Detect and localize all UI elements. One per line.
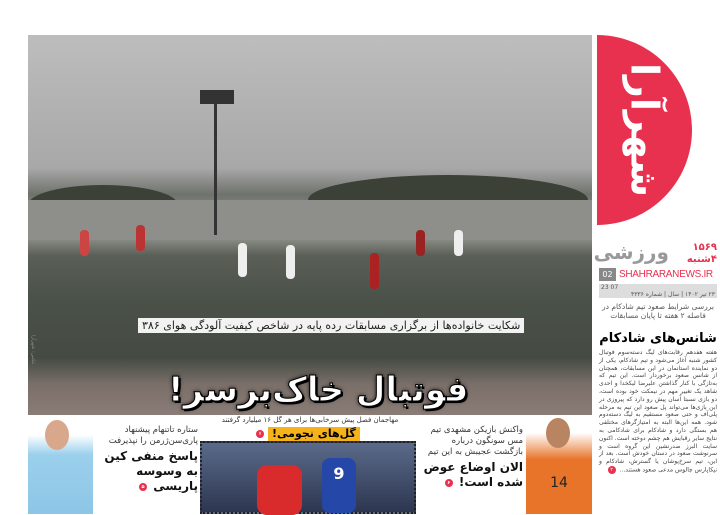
side-body-block xyxy=(599,349,717,474)
left-headline: پاسخ منفی کین به وسوسه پاریسی xyxy=(104,449,198,493)
right-column xyxy=(595,0,720,514)
player xyxy=(136,225,145,251)
main-headline[interactable]: فوتبال خاک‌برسر! xyxy=(168,370,469,410)
date-code: 23 07 xyxy=(601,284,619,291)
face xyxy=(45,420,69,450)
bottom-strip xyxy=(28,415,592,514)
center-photo xyxy=(200,441,416,514)
left-story[interactable] xyxy=(98,425,198,494)
center-headline[interactable]: گل‌های نجومی! xyxy=(268,427,360,441)
player xyxy=(454,230,463,256)
face xyxy=(546,418,570,448)
page-ref-badge: ۶ xyxy=(445,479,453,487)
stadium-stands xyxy=(28,200,592,240)
side-headline[interactable]: شانس‌های شادکام xyxy=(599,331,717,346)
issue-info xyxy=(673,242,717,266)
center-kicker: مهاجمان فصل پیش سرخابی‌ها برای هر گل ۱۶ میلیارد گرفتند xyxy=(221,416,399,424)
jersey-number: 14 xyxy=(550,475,568,491)
weekday: ۴شنبه xyxy=(686,254,717,265)
floodlight xyxy=(214,95,217,235)
player xyxy=(286,245,295,279)
page-number: 02 xyxy=(599,268,616,281)
website[interactable]: SHAHRARANEWS.IR xyxy=(619,269,713,280)
page-ref-badge: ۲ xyxy=(608,466,616,474)
blue-player: 9 xyxy=(322,458,356,513)
player xyxy=(80,230,89,256)
issue-number: ۱۵۶۹ xyxy=(692,242,717,253)
page-ref-badge: ۷ xyxy=(256,430,264,438)
date-bar xyxy=(599,284,717,298)
photo-credit: عکس: شهرآرا xyxy=(30,335,36,365)
side-kicker: بررسی شرایط صعود تیم شادکام در فاصله ۲ هفته تا پایان مسابقات xyxy=(602,302,714,320)
player-photo-kane xyxy=(28,415,93,514)
player xyxy=(416,230,425,256)
side-body: هفته هفدهم رقابت‌های لیگ دسته‌سوم فوتبال کشور شنبه آغاز می‌شود و تیم شادکام، یکی از دو نماینده استانمان در این مسابقات، همچنان از شانس صعود برخوردار است. این تیم که به‌تازگی با کنار گذاشتن علیرضا لیکخدا و احدی شاهد یک تغییر مهم در نیمکت خود بوده است، دو بازی نسبتا آسان پیش رو دارد که پیروزی در این بازی‌ها می‌تواند پل صعود این تیم به مرحله پلی‌آف و حتی صعود مستقیم به لیگ دسته‌دوم شود. همه این‌ها البته به امتیازگرهای مختلفی هم بستگی دارد و شادکام برای شادکامی به نتایج سایر رقبایش هم چشم دوخته است. اکنون سایت البرز صدرنشین این گروه است و سرنوشت صعود در دستان خودش است. بعد از این، تیم سرخ‌پوشان یا گسترش، شادکام و نیکاپارس چالوس مدعی صعود هستند... xyxy=(599,349,717,474)
logo[interactable] xyxy=(597,35,692,225)
logo-text: شهرآرا xyxy=(622,62,667,198)
player xyxy=(370,253,379,289)
right-kicker: واکنش بازیکن مشهدی تیم مس سونگون درباره بازگشت عجیبش به این تیم xyxy=(427,425,523,457)
left-kicker: ستاره تاتنهام پیشنهاد پاری‌سن‌ژرمن را نپذیرفت xyxy=(108,425,198,446)
sub-brand-logo: ورزشی xyxy=(593,240,669,264)
player-photo-right xyxy=(526,415,592,514)
red-player xyxy=(257,465,302,515)
floodlight-head xyxy=(200,90,234,104)
main-subheadline: شکایت خانواده‌ها از برگزاری مسابقات رده پایه در شاخص کیفیت آلودگی هوای ۳۸۶ xyxy=(138,318,524,333)
right-headline: الان اوضاع عوض شده است! xyxy=(423,460,523,489)
page-ref-badge: ۵ xyxy=(139,483,147,491)
player xyxy=(238,243,247,277)
right-story[interactable] xyxy=(421,425,523,490)
main-photo xyxy=(28,35,592,415)
date-line: ۲۳ تیر ۱۴۰۲ | سال | شماره ۴۳۳۶ xyxy=(630,291,715,298)
